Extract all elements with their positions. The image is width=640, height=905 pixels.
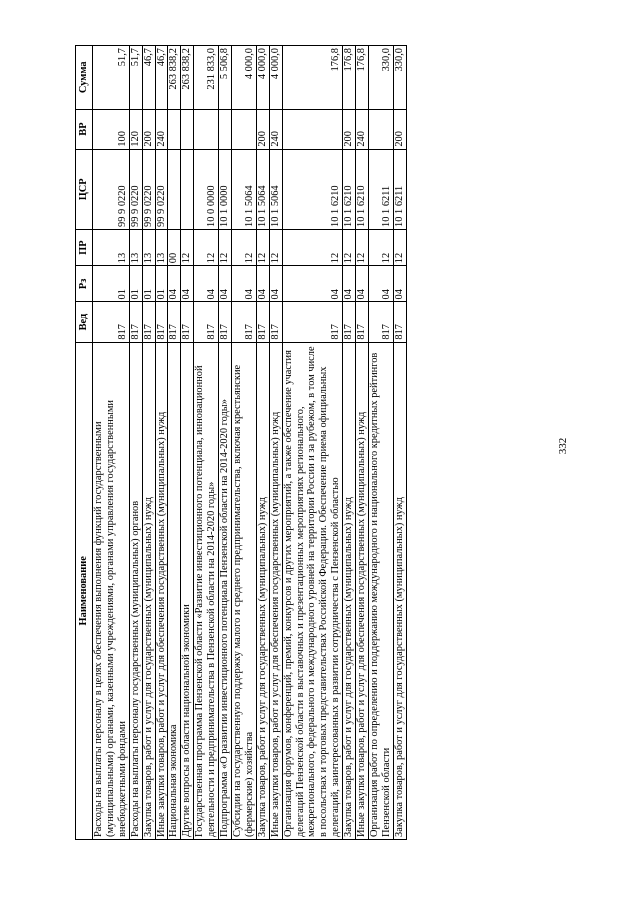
- cell-pr: 12: [343, 229, 356, 265]
- cell-sum: 5 506,8: [219, 46, 232, 110]
- cell-sum: 231 833,0: [194, 46, 219, 110]
- cell-vr: [219, 109, 232, 149]
- cell-csr: [168, 149, 181, 229]
- cell-vr: [181, 109, 194, 149]
- header-csr: ЦСР: [76, 149, 93, 229]
- cell-ved: 817: [368, 302, 393, 342]
- cell-csr: 99 9 0220: [93, 149, 130, 229]
- cell-vr: [168, 109, 181, 149]
- cell-vr: [368, 109, 393, 149]
- cell-name: Организация форумов, конференций, премий, конкурсов и других мероприятий, а также обеспечение участия делегаций Пензенской области в выставочных и презентационных мероприятиях регионального, межрегионального, федерального и международного уровней на территории России и за рубежом, в том числе в посольствах и торговых представительствах Российской Федерации. Обеспечение приема официальных делегаций, заинтересованных в развитии сотрудничества с Пензенской областью: [282, 342, 343, 839]
- cell-name: Национальная экономика: [168, 342, 181, 839]
- cell-rz: 04: [343, 266, 356, 302]
- table-row: [356, 46, 369, 840]
- cell-sum: 46,7: [155, 46, 168, 110]
- cell-rz: 01: [93, 266, 130, 302]
- budget-table: [75, 45, 407, 840]
- header-rz: Рз: [76, 266, 93, 302]
- cell-name: Закупка товаров, работ и услуг для государственных (муниципальных) нужд: [393, 342, 406, 839]
- cell-name: Организация работ по определению и поддержанию международного и национального кредитных рейтингов Пензенской области: [368, 342, 393, 839]
- cell-rz: 01: [142, 266, 155, 302]
- cell-vr: [194, 109, 219, 149]
- cell-rz: 04: [168, 266, 181, 302]
- cell-sum: 263 838,2: [168, 46, 181, 110]
- cell-rz: 01: [129, 266, 142, 302]
- cell-rz: 04: [282, 266, 343, 302]
- cell-sum: 51,7: [93, 46, 130, 110]
- cell-vr: 240: [269, 109, 282, 149]
- header-name: Наименование: [76, 342, 93, 839]
- cell-ved: 817: [219, 302, 232, 342]
- cell-pr: 13: [93, 229, 130, 265]
- cell-name: Государственная программа Пензенской области «Развитие инвестиционного потенциала, инновационной деятельности и предпринимательства в Пензенской области на 2014-2020 годы»: [194, 342, 219, 839]
- cell-csr: 99 9 0220: [155, 149, 168, 229]
- cell-csr: 10 1 6210: [343, 149, 356, 229]
- cell-pr: 12: [219, 229, 232, 265]
- cell-rz: 04: [256, 266, 269, 302]
- rotated-page-content: [75, 45, 565, 840]
- cell-csr: 10 1 5064: [269, 149, 282, 229]
- cell-name: Закупка товаров, работ и услуг для государственных (муниципальных) нужд: [256, 342, 269, 839]
- cell-ved: 817: [168, 302, 181, 342]
- table-row: [168, 46, 181, 840]
- cell-ved: 817: [194, 302, 219, 342]
- cell-sum: 4 000,0: [231, 46, 256, 110]
- cell-csr: 10 1 6210: [356, 149, 369, 229]
- cell-vr: 200: [343, 109, 356, 149]
- cell-name: Расходы на выплаты персоналу государственных (муниципальных) органов: [129, 342, 142, 839]
- cell-pr: 12: [181, 229, 194, 265]
- table-body: [93, 46, 407, 840]
- cell-name: Иные закупки товаров, работ и услуг для обеспечения государственных (муниципальных) нужд: [356, 342, 369, 839]
- cell-name: Подпрограмма «О развитии инвестиционного потенциала Пензенской области на 2014-2020 годы»: [219, 342, 232, 839]
- cell-name: Другие вопросы в области национальной экономики: [181, 342, 194, 839]
- cell-vr: 200: [142, 109, 155, 149]
- header-ved: Вед: [76, 302, 93, 342]
- cell-name: Иные закупки товаров, работ и услуг для обеспечения государственных (муниципальных) нужд: [155, 342, 168, 839]
- cell-vr: [231, 109, 256, 149]
- cell-pr: 12: [256, 229, 269, 265]
- cell-csr: 10 1 0000: [219, 149, 232, 229]
- cell-csr: 99 9 0220: [142, 149, 155, 229]
- table-row: [368, 46, 393, 840]
- cell-pr: 13: [142, 229, 155, 265]
- cell-name: Расходы на выплаты персоналу в целях обеспечения выполнения функций государственными (муниципальными) органами, казенными учреждениями, органами управления государственными внебюджетными фондами: [93, 342, 130, 839]
- cell-ved: 817: [269, 302, 282, 342]
- cell-vr: 120: [129, 109, 142, 149]
- table-row: [343, 46, 356, 840]
- cell-pr: 12: [282, 229, 343, 265]
- cell-sum: 4 000,0: [269, 46, 282, 110]
- cell-pr: 12: [393, 229, 406, 265]
- cell-sum: 4 000,0: [256, 46, 269, 110]
- cell-sum: 263 838,2: [181, 46, 194, 110]
- header-sum: Сумма: [76, 46, 93, 110]
- cell-rz: 04: [181, 266, 194, 302]
- cell-vr: 100: [93, 109, 130, 149]
- header-pr: ПР: [76, 229, 93, 265]
- cell-csr: 10 1 5064: [256, 149, 269, 229]
- table-header-row: [76, 46, 93, 840]
- cell-csr: 10 1 5064: [231, 149, 256, 229]
- cell-ved: 817: [129, 302, 142, 342]
- cell-rz: 04: [368, 266, 393, 302]
- cell-ved: 817: [231, 302, 256, 342]
- table-row: [393, 46, 406, 840]
- cell-sum: 176,8: [343, 46, 356, 110]
- cell-pr: 13: [129, 229, 142, 265]
- cell-name: Закупка товаров, работ и услуг для государственных (муниципальных) нужд: [343, 342, 356, 839]
- cell-vr: 240: [356, 109, 369, 149]
- cell-ved: 817: [343, 302, 356, 342]
- cell-csr: 99 9 0220: [129, 149, 142, 229]
- cell-rz: 04: [393, 266, 406, 302]
- cell-pr: 12: [356, 229, 369, 265]
- cell-csr: 10 1 6210: [282, 149, 343, 229]
- cell-name: Иные закупки товаров, работ и услуг для обеспечения государственных (муниципальных) нужд: [269, 342, 282, 839]
- cell-ved: 817: [93, 302, 130, 342]
- cell-name: Закупка товаров, работ и услуг для государственных (муниципальных) нужд: [142, 342, 155, 839]
- cell-csr: 10 1 6211: [393, 149, 406, 229]
- header-vr: ВР: [76, 109, 93, 149]
- cell-pr: 12: [269, 229, 282, 265]
- cell-sum: 330,0: [368, 46, 393, 110]
- cell-pr: 00: [168, 229, 181, 265]
- table-row: [231, 46, 256, 840]
- cell-rz: 01: [155, 266, 168, 302]
- cell-vr: 200: [393, 109, 406, 149]
- cell-csr: 10 1 6211: [368, 149, 393, 229]
- cell-ved: 817: [393, 302, 406, 342]
- cell-name: Субсидии на государственную поддержку малого и среднего предпринимательства, включая крестьянские (фермерские) хозяйства: [231, 342, 256, 839]
- table-row: [194, 46, 219, 840]
- cell-ved: 817: [142, 302, 155, 342]
- cell-vr: 200: [256, 109, 269, 149]
- table-row: [282, 46, 343, 840]
- cell-sum: 176,8: [356, 46, 369, 110]
- table-row: [93, 46, 130, 840]
- cell-pr: 13: [155, 229, 168, 265]
- table-row: [181, 46, 194, 840]
- cell-pr: 12: [231, 229, 256, 265]
- cell-rz: 04: [356, 266, 369, 302]
- table-row: [256, 46, 269, 840]
- cell-rz: 04: [219, 266, 232, 302]
- cell-csr: 10 0 0000: [194, 149, 219, 229]
- cell-rz: 04: [231, 266, 256, 302]
- page-number: 332: [557, 437, 569, 455]
- table-row: [269, 46, 282, 840]
- table-row: [129, 46, 142, 840]
- cell-ved: 817: [356, 302, 369, 342]
- cell-ved: 817: [181, 302, 194, 342]
- cell-vr: [282, 109, 343, 149]
- cell-pr: 12: [368, 229, 393, 265]
- table-row: [155, 46, 168, 840]
- cell-vr: 240: [155, 109, 168, 149]
- table-row: [219, 46, 232, 840]
- cell-pr: 12: [194, 229, 219, 265]
- cell-ved: 817: [155, 302, 168, 342]
- cell-ved: 817: [282, 302, 343, 342]
- cell-ved: 817: [256, 302, 269, 342]
- cell-csr: [181, 149, 194, 229]
- table-row: [142, 46, 155, 840]
- cell-rz: 04: [194, 266, 219, 302]
- cell-sum: 176,8: [282, 46, 343, 110]
- cell-rz: 04: [269, 266, 282, 302]
- cell-sum: 46,7: [142, 46, 155, 110]
- cell-sum: 330,0: [393, 46, 406, 110]
- cell-sum: 51,7: [129, 46, 142, 110]
